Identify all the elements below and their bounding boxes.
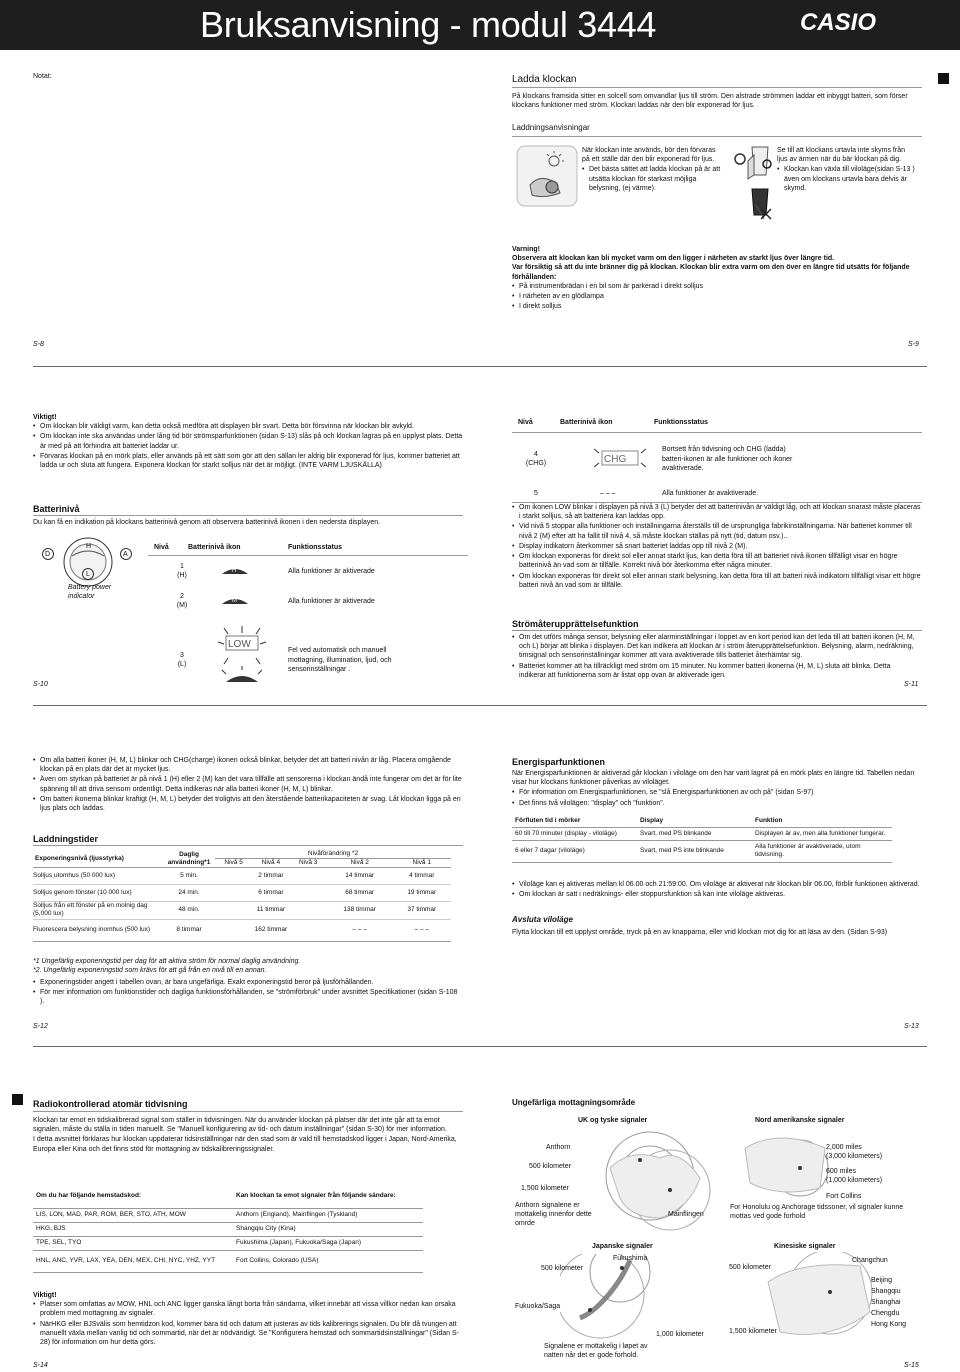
- battery-table-right: [512, 413, 922, 503]
- column-header: Funktionsstatus: [288, 544, 343, 551]
- page-header: [0, 0, 960, 50]
- watch-face-illustration: [38, 532, 138, 590]
- column-header: Kan klockan ta emot signaler från följande sändare:: [233, 1184, 423, 1208]
- divider: [33, 515, 463, 516]
- column-header: Nivå 3: [298, 859, 318, 867]
- instruction-text: Se till att klockans urtavla inte skyms från ljus av ärmen när du bär klockan på dig.: [777, 147, 905, 164]
- column-header: Nivå: [154, 544, 169, 551]
- black-marker-icon: [938, 73, 949, 84]
- map-title-uk: UK og tyske signaler: [578, 1117, 648, 1124]
- svg-text:H: H: [232, 567, 237, 574]
- table-row: [33, 868, 451, 885]
- table-cell: TPE, SEL, TYO: [33, 1236, 233, 1250]
- energispar-heading: Energisparfunktionen: [512, 757, 606, 767]
- table-cell: 14 timmar: [345, 872, 375, 880]
- column-header: Nivå 1: [412, 859, 431, 867]
- table-cell: – – –: [352, 925, 367, 933]
- button-h-label: H: [86, 543, 92, 550]
- viktigt-block: [33, 413, 463, 471]
- list-item: • Om det utförs många sensor, belysning eller alarminställningar i loppet av en kort period kan det leda till att batteri ikonen (H, M, och L) börjar att blinka i displayen. Det kan indikera att klockan är i ström återupprättelsefunktion. Belysning, alarm, nedräkning, timsignal och sensorinställningar kommer att vara avaktiverade tills batteriet återhämtar sig.: [512, 633, 917, 661]
- low-battery-icon: [188, 624, 288, 697]
- table-row: [512, 485, 922, 503]
- table-cell: 48 min.: [178, 906, 200, 914]
- divider: [512, 136, 922, 137]
- ok-circle-icon: [762, 159, 772, 169]
- table-row: [33, 919, 451, 941]
- sleep-notes: [512, 880, 924, 900]
- table-cell: 5 min.: [180, 872, 198, 880]
- map-label: 1,000 kilometer: [656, 1331, 704, 1338]
- footnotes: [33, 957, 463, 975]
- list-item: • Klockan kan växla till viloläge(sidan S-13 ) även om klockans urtavla bara delvis är skymd.: [777, 165, 917, 193]
- sleep-mode-table: [512, 815, 892, 863]
- column-header: Nivå 4: [261, 859, 281, 867]
- radio-text: [33, 1116, 458, 1155]
- flash-notes: [33, 756, 463, 814]
- black-marker-icon: [12, 1094, 23, 1105]
- table-row: [33, 1236, 423, 1250]
- paragraph: När Energisparfunktionen är aktiverad går klockan i viloläge om den har varit lagrat på en mörk plats en längre tid. Tabellen nedan visar hur klockans funktioner påverkas av viloläget.: [512, 770, 915, 787]
- section-divider: [33, 705, 927, 706]
- page-number: S-9: [908, 341, 919, 348]
- charging-time-table: [33, 850, 451, 942]
- avsluta-text: Flytta klockan till ett upplyst område, tryck på en av knapparna, eller vrid klockan mot dig för att läsa av den. (Sidan S-93): [512, 929, 888, 936]
- batteriniva-text: Du kan få en indikation på klockans batterinivå genom att observera batterinivå ikonen i den nedersta displayen.: [33, 519, 381, 526]
- home-city-table: [33, 1184, 423, 1273]
- stromater-list: [512, 633, 917, 681]
- warning-block: [512, 245, 924, 313]
- level-cell: 4 (CHG): [525, 451, 547, 468]
- table-header: [512, 413, 922, 433]
- list-item: • För mer information om funktionstider och dagliga funktionsförhållanden, se "strömförbruk" under avsnittet Specifikationer (sidan S-108 ).: [33, 988, 463, 1006]
- right-instructions: [777, 146, 917, 194]
- button-d-label: D: [45, 551, 51, 558]
- svg-text:LOW: LOW: [228, 638, 251, 650]
- table-row: [33, 1208, 423, 1222]
- table-row: [512, 433, 922, 485]
- column-header: Om du har följande hemstadskod:: [33, 1184, 233, 1208]
- column-header: Nivå: [518, 419, 533, 426]
- table-header: [148, 540, 468, 556]
- table-cell: 11 timmar: [256, 906, 286, 914]
- list-item: • Om alla batteri ikoner (H, M, L) blinkar och CHG(charge) ikonen också blinkar, betyder det att batteri nivån är låg. Placera omgående klockan på en plats där det är mycket ljus.: [33, 756, 463, 774]
- level-cell: 5: [534, 490, 538, 498]
- level-cell: 3 (L): [177, 652, 187, 669]
- table-cell: LIS, LON, MAD, PAR, ROM, BER, STO, ATH, MOW: [33, 1208, 233, 1222]
- energispar-text: [512, 769, 924, 809]
- table-header: [512, 815, 892, 828]
- list-item: • För information om Energisparfunktionen, se "slå Energisparfunktionen av och på" (sidan S-97): [512, 788, 924, 797]
- table-row: [33, 1250, 423, 1272]
- level-cell: 2 (M): [176, 593, 188, 610]
- list-item: • I närheten av en glödlampa: [512, 292, 924, 301]
- column-header: Nivå 5: [224, 859, 243, 867]
- map-label: 1,500 kilometer: [729, 1328, 777, 1335]
- map-label: 500 kilometer: [729, 1264, 772, 1271]
- warning-text-2: Var försiktig så att du inte bränner dig på klockan. Klockan blir extra varm om den över en längre tid utsätts för följande förhållanden:: [512, 264, 910, 281]
- page-number: S-12: [33, 1023, 48, 1030]
- column-header: Funktionsstatus: [654, 419, 709, 426]
- table-cell: 162 timmar: [254, 925, 288, 933]
- table-cell: Svart, med PS inte blinkande: [637, 841, 752, 862]
- table-row: [33, 902, 451, 919]
- map-label: Fukuoka/Saga: [515, 1303, 561, 1310]
- list-item: • I direkt solljus: [512, 302, 924, 311]
- list-item: • Batteriet kommer att ha tillräckligt med ström om 15 minuter. Nu kommer batteri ikonerna (H, M, L) sluta att blinka. Detta indikerar att funktionerna som är listat opp ovan är aktiverade igen.: [512, 662, 917, 680]
- table-cell: 4 timmar: [409, 872, 435, 880]
- section-title-ladda: Ladda klockan: [512, 74, 577, 85]
- status-cell: Alla funktioner är avaktiverade.: [662, 490, 759, 498]
- map-label: 1,500 kilometer: [521, 1185, 569, 1192]
- table-row: [148, 622, 468, 698]
- map-label: Fort Collins: [826, 1193, 862, 1200]
- table-cell: Svart, med PS blinkande: [637, 828, 752, 841]
- table-cell: 138 timmar: [343, 906, 376, 914]
- map-heading: Ungefärliga mottagningsområde: [512, 1098, 636, 1107]
- battery-icon: [188, 564, 288, 579]
- map-label: 600 miles (1,000 kilometers): [826, 1168, 883, 1185]
- timing-notes: [33, 978, 463, 1008]
- list-item: • På instrumentbrädan i en bil som är parkerad i direkt solljus: [512, 282, 924, 291]
- map-label: Mainflingen: [668, 1211, 704, 1218]
- column-header: Förfluten tid i mörker: [512, 815, 637, 828]
- page-number: S-8: [33, 341, 44, 348]
- batteriniva-heading: Batterinivå: [33, 504, 80, 514]
- list-item: • Det finns två vilolägen: "display" och "funktion".: [512, 799, 924, 808]
- table-cell: 6 timmar: [258, 889, 284, 897]
- divider: [33, 1111, 463, 1112]
- stromater-heading: Strömåterupprättelsefunktion: [512, 619, 639, 629]
- footnote: *2. Ungefärlig exponeringstid som krävs för att gå från en nivå till en annan.: [33, 967, 267, 975]
- map-label: Chengdu: [871, 1310, 900, 1317]
- status-cell: Fel ved automatisk och manuell mottagning, illumination, ljud, och sensorinställningar .: [288, 647, 392, 673]
- list-item: • Det bästa sättet att ladda klockan på är att utsätta klockan för starkast möjliga belysning, (ej värme).: [582, 165, 722, 193]
- list-item: • Om klockan inte ska användas under lång tid bör strömsparfunktionen (sidan S-13) slås på och klockan lagras på en upplyst plats. Detta är med på att förhindra att batteriet laddar ur.: [33, 432, 463, 450]
- map-label: 500 kilometer: [541, 1265, 584, 1272]
- map-label: Anthorn: [546, 1144, 571, 1151]
- list-item: • Viloläge kan ej aktiveras mellan kl 06.00 och 21:59:00. Om viloläge är aktiverat när klockan blir 06.00, förblir funktionen aktiverad.: [512, 880, 924, 889]
- list-item: • Om klockan exponeras för direkt sol eller annat starkt ljus, kan detta föra till att batteriet nivå ikonen tillfälligt visar en högre batterinivå än vad som är tillfälle. Korrekt nivå bör återkomma efter några minuter.: [512, 552, 924, 570]
- list-item: • Platser som omfattas av MOW, HNL och ANC ligger ganska långt borta från sändarna, vilket innebär att vissa villkor nedan kan orsaka problem med mottagning av signaler.: [33, 1300, 463, 1318]
- list-item: • Förvaras klockan på en mörk plats, eller används på ett sätt som gör att den sällan ler aldrig blir exponerad för ljus, kommer batteriet att ladda ur och sluta att fungera. Exponera klockan för starkt solljus när det är möjligt. (INTE VARM LJUSKÄLLA): [33, 452, 463, 470]
- column-header: Display: [637, 815, 752, 828]
- paragraph: Klockan tar emot en tidskalibrerad signal som ställer in tidvisningen. När du använder klockan på platser där det inte går att ta emot signalen, måste du ställa in tiden manuellt. Se "Manuell konfigurering av tid- och datum inställningar" (sidan S-30) för mer information.: [33, 1117, 447, 1134]
- footnote: *1 Ungefärlig exponeringstid per dag för att aktiva ström för normal daglig användning.: [33, 958, 301, 965]
- table-cell: Fort Collins, Colorado (USA): [233, 1250, 423, 1272]
- laddningstider-heading: Laddningstider: [33, 834, 98, 844]
- page-number: S-14: [33, 1362, 48, 1369]
- list-item: • NärHKG eller BJSvälis som hemtidzon kod, kommer bara tid och datum att justeras av tids kalibrerings signalen. Du blir då tvungen att manuellt växla mellan vanlig tid och sommartid, när det är nödvändigt. Se "Konfigurera hemstad och sommartidsinställningar" (Sidan S-28) för information om hur detta görs.: [33, 1320, 463, 1348]
- button-l-label: L: [86, 571, 90, 578]
- intro-text: På klockans framsida sitter en solcell som omvandlar ljus till ström. Den alstrade strömmen laddar ett inbyggt batteri, som förser klockans funktioner med ström. Klockan laddas när den blir exponerad för ljus.: [512, 93, 908, 110]
- table-row: [33, 885, 451, 902]
- paragraph: I detta avsnittet förklaras hur klockan uppdaterar tidsinställningar när den stad som är vald till hemstadskod ligger i Japan, Nord-Amerika, Europa eller Kina och det finns stöd för mottagning av tidskalibreringssignaler.: [33, 1136, 457, 1153]
- table-cell: Fukushima (Japan), Fukuoka/Saga (Japan): [233, 1236, 423, 1250]
- list-item: • Även om styrkan på batteriet är på nivå 1 (H) eller 2 (M) kan det vara tillfälle att sensorerna i klockan ändå inte fungerar om det är för lite spänning till att driva sensorn ordentligt. Detta indikeras när alla batteri ikoner (H, M, L) blinkar.: [33, 775, 463, 793]
- section-divider: [33, 366, 927, 367]
- laddning-subheading: Laddningsanvisningar: [512, 123, 590, 132]
- map-title-na: Nord amerikanske signaler: [755, 1117, 845, 1124]
- level-cell: 1 (H): [177, 563, 187, 580]
- page-number: S-10: [33, 681, 48, 688]
- uk-signal-map: [600, 1128, 730, 1238]
- table-cell: Anthorn (England), Mainflingen (Tyskland): [233, 1208, 423, 1222]
- list-item: • Exponeringstider angett i tabellen ovan, är bara ungefärliga. Exakt exponeringstid beror på ljusförhållanden.: [33, 978, 463, 987]
- page-number: S-11: [904, 681, 919, 688]
- column-header: Daglig användning*1: [167, 850, 211, 866]
- warning-text-1: Observera att klockan kan bli mycket varm om den ligger i närheten av starkt ljus över längre tid.: [512, 255, 835, 263]
- table-cell: Displayen är av, men alla funktioner fungerar.: [752, 828, 892, 841]
- table-cell: Solljus genom fönster (10 000 lux): [33, 889, 132, 897]
- divider: [512, 87, 922, 88]
- status-cell: Alla funktioner är aktiverade: [288, 597, 375, 605]
- column-header: Nivåförändring *2: [215, 850, 451, 859]
- table-cell: 60 till 70 minuter (display - viloläge): [512, 828, 637, 841]
- column-header: Batterinivå ikon: [188, 544, 241, 551]
- solar-watch-illustration: [516, 145, 578, 207]
- radio-heading: Radiokontrollerad atomär tidvisning: [33, 1099, 188, 1109]
- map-label: Shangqiu: [871, 1288, 901, 1295]
- table-header: [33, 1184, 423, 1208]
- svg-text:M: M: [232, 597, 237, 604]
- divider: [512, 630, 922, 631]
- map-title-cn: Kinesiske signaler: [774, 1243, 836, 1250]
- china-signal-map: [760, 1252, 880, 1348]
- status-cell: Alla funktioner är aktiverade: [288, 567, 375, 575]
- column-header: Batterinivå ikon: [560, 419, 613, 426]
- map-title-jp: Japanske signaler: [592, 1243, 653, 1250]
- button-a-label: A: [123, 551, 128, 558]
- battery-icon: [188, 594, 288, 609]
- left-instructions: [582, 146, 722, 194]
- section-divider: [33, 1046, 927, 1047]
- table-row: [148, 556, 468, 586]
- instruction-text: När klockan inte används, bör den förvaras på ett ställe där den blir exponerad för ljus.: [582, 147, 716, 164]
- table-cell: Solljus från ett fönster på en molnig dag (5,000 lux): [33, 902, 148, 918]
- map-note: Signalene er mottakelig i løpet av natten når det er gode forhold.: [544, 1343, 648, 1360]
- table-cell: 37 timmar: [407, 906, 437, 914]
- table-cell: 2 timmar: [258, 872, 284, 880]
- list-item: • Vid nivå 5 stoppar alla funktioner och inställningarna återställs till de ursprungliga fabrikinställningarna. När batteriet kommer till nivå 2 (M) efter att ha fallit till nivå 4, så måste klockan ställas på nytt (tid, datum osv.)..: [512, 522, 924, 540]
- cross-icon: [760, 208, 772, 220]
- page-number: S-13: [904, 1023, 919, 1030]
- map-label: 500 kilometer: [529, 1163, 572, 1170]
- list-item: • Om klockan exponeras för direkt sol eller annan stark belysning, kan detta föra till att batteri nivå indikatorn tillfälligt visar ett högre batteri nivå än vad som är tillfälle.: [512, 572, 924, 590]
- table-cell: HNL, ANC, YVR, LAX, YEA, DEN, MEX, CHI, NYC, YHZ, YYT: [33, 1250, 233, 1272]
- table-cell: 68 timmar: [345, 889, 375, 897]
- avsluta-heading: Avsluta viloläge: [512, 915, 573, 924]
- table-cell: 19 timmar: [407, 889, 437, 897]
- divider: [33, 845, 463, 846]
- map-label: Changchun: [852, 1257, 888, 1264]
- map-note: Anthorn signalene er mottakelig innenfor dette omrde: [515, 1202, 592, 1228]
- na-signal-map: [740, 1128, 830, 1198]
- battery-table-left: [148, 540, 468, 698]
- notat-label: Notat:: [33, 73, 52, 80]
- map-label: 2,000 miles (3,000 kilometers): [826, 1144, 883, 1161]
- table-cell: – – –: [414, 925, 429, 933]
- map-label: Beijing: [871, 1277, 893, 1284]
- table-cell: Shangqiu City (Kina): [233, 1222, 423, 1236]
- radio-viktigt: [33, 1291, 463, 1348]
- list-item: • Om batteri ikonerna blinkar kraftigt (H, M, L) betyder det troligtvis att den återstående batterikapaciteten är svag. Låt klockan ligga på en ljus plats och laddas.: [33, 795, 463, 813]
- column-header: Nivå 2: [350, 859, 369, 867]
- table-cell: 24 min.: [178, 889, 200, 897]
- map-note: For Honolulu og Anchorage tidssoner, vil signaler kunne mottas ved gode forhold: [730, 1204, 904, 1221]
- document-title: Bruksanvisning - modul 3444: [200, 4, 657, 45]
- no-icon-dashes: – – –: [600, 490, 616, 498]
- svg-text:CHG: CHG: [604, 453, 627, 465]
- column-header: Exponeringsnivå (ljusstyrka): [35, 854, 124, 862]
- list-item: • Om ikonen LOW blinkar i displayen på nivå 3 (L) betyder det att batterinivån är väldigt låg, och att klockan snarast måste placeras i starkt solljus, så att batteriera kan laddas opp.: [512, 503, 924, 521]
- table-cell: HKG, BJS: [33, 1222, 233, 1236]
- table-row: [33, 1222, 423, 1236]
- list-item: • Om klockan blir väldigt varm, kan detta också medföra att displayen blir svart. Detta bör försvinna när klockan blir avkyld.: [33, 422, 463, 431]
- page-number: S-15: [904, 1362, 919, 1369]
- status-cell: Bortsett från tidvisning och CHG (ladda) batteri-ikonen är alle funktioner och ikoner avaktiverade.: [662, 446, 793, 472]
- table-row: [512, 828, 892, 841]
- list-item: • Display indikatorn återkommer så snart batteriet laddas opp till nivå 2 (M).: [512, 542, 924, 551]
- column-header: Funktion: [752, 815, 892, 828]
- table-cell: Fluorescera belysning inomhus (500 lux): [33, 925, 151, 933]
- table-row: [512, 841, 892, 862]
- warning-heading: Varning!: [512, 246, 541, 253]
- casio-logo: CASIO: [800, 9, 877, 36]
- battery-indicator-caption: Battery power indicator: [68, 584, 112, 601]
- chg-icon: [560, 443, 654, 476]
- table-cell: 6 eller 7 dagar (viloläge): [512, 841, 637, 862]
- map-label: Shanghai: [871, 1299, 901, 1306]
- map-label: Fukushima: [613, 1255, 648, 1262]
- list-item: • Om klockan är satt i nedräknings- eller stoppursfunktion så kan inte viloläge aktiveras.: [512, 890, 924, 899]
- table-row: [148, 586, 468, 616]
- table-cell: Alla funktioner är avaktiverade, utom tidvisning.: [752, 841, 892, 862]
- table-cell: 8 timmar: [176, 925, 202, 933]
- battery-notes: [512, 503, 924, 591]
- map-label: Hong Kong: [871, 1321, 907, 1328]
- table-cell: Solljus utomhus (50 000 lux): [33, 872, 116, 880]
- viktigt-heading: Viktigt!: [33, 414, 57, 421]
- viktigt-heading: Viktigt!: [33, 1292, 57, 1299]
